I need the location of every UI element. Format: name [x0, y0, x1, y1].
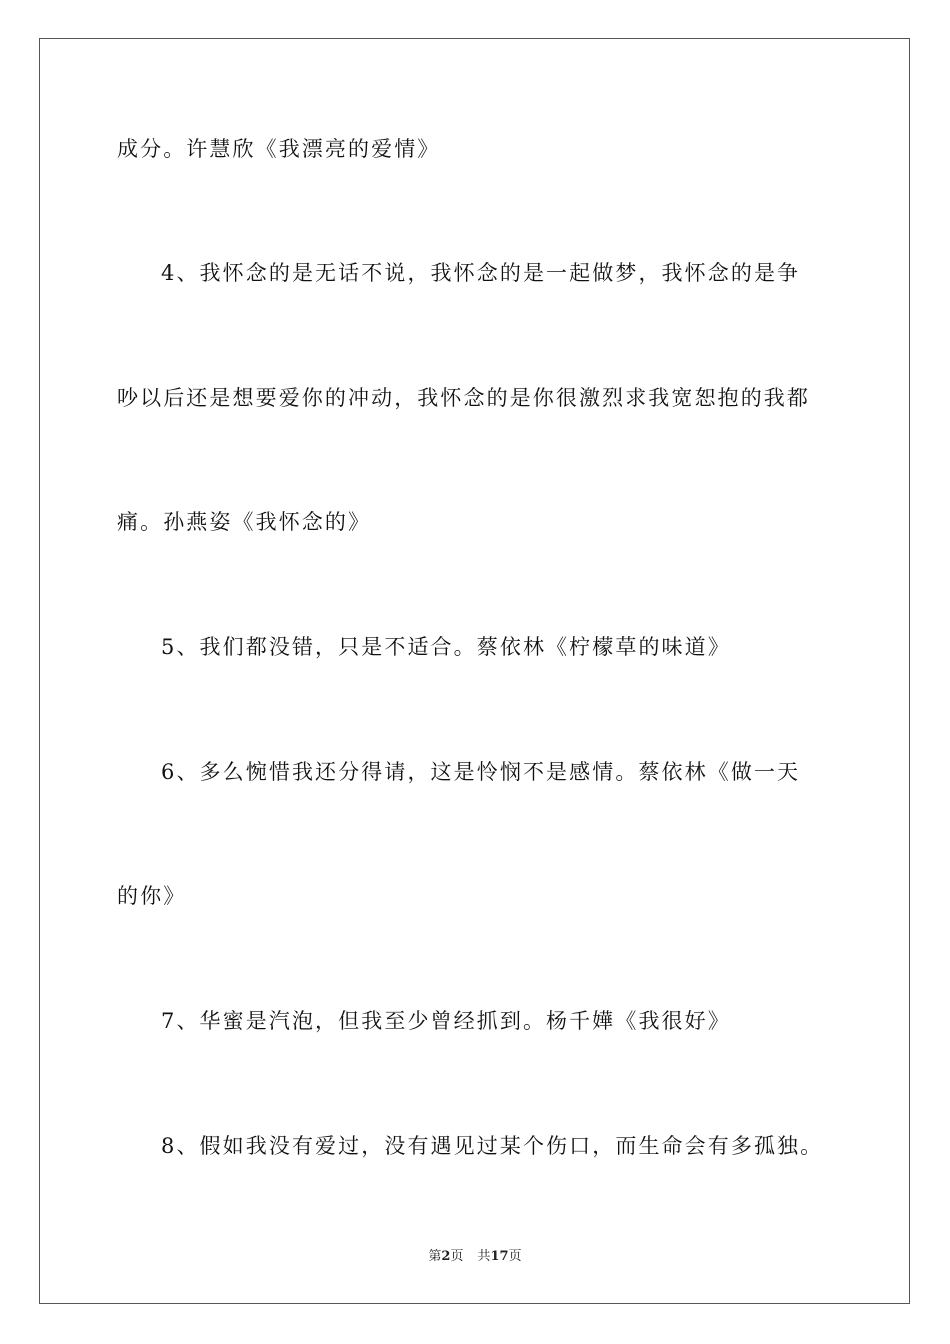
page-frame [39, 38, 910, 1304]
page-footer [0, 1245, 950, 1264]
text-line: 痛。孙燕姿《我怀念的》 [117, 510, 372, 534]
text-line: 成分。许慧欣《我漂亮的爱情》 [117, 137, 441, 161]
text-line: 8、假如我没有爱过，没有遇见过某个伤口，而生命会有多孤独。 [161, 1134, 824, 1158]
text-line: 4、我怀念的是无话不说，我怀念的是一起做梦，我怀念的是争 [161, 261, 801, 285]
text-line: 7、华蜜是汽泡，但我至少曾经抓到。杨千嬅《我很好》 [161, 1009, 731, 1033]
text-line: 5、我们都没错，只是不适合。蔡依林《柠檬草的味道》 [161, 635, 731, 659]
text-line: 6、多么惋惜我还分得请，这是怜悯不是感情。蔡依林《做一天 [161, 760, 801, 784]
total-pages: 17 [490, 1249, 509, 1264]
total-suffix: 页 [508, 1249, 522, 1264]
page-suffix: 页 [450, 1249, 464, 1264]
page-number: 2 [441, 1249, 451, 1264]
text-line: 的你》 [117, 884, 187, 908]
text-line: 吵以后还是想要爱你的冲动，我怀念的是你很激烈求我宽恕抱的我都 [117, 386, 810, 410]
total-prefix: 共 [477, 1249, 491, 1264]
page-prefix: 第 [428, 1249, 442, 1264]
